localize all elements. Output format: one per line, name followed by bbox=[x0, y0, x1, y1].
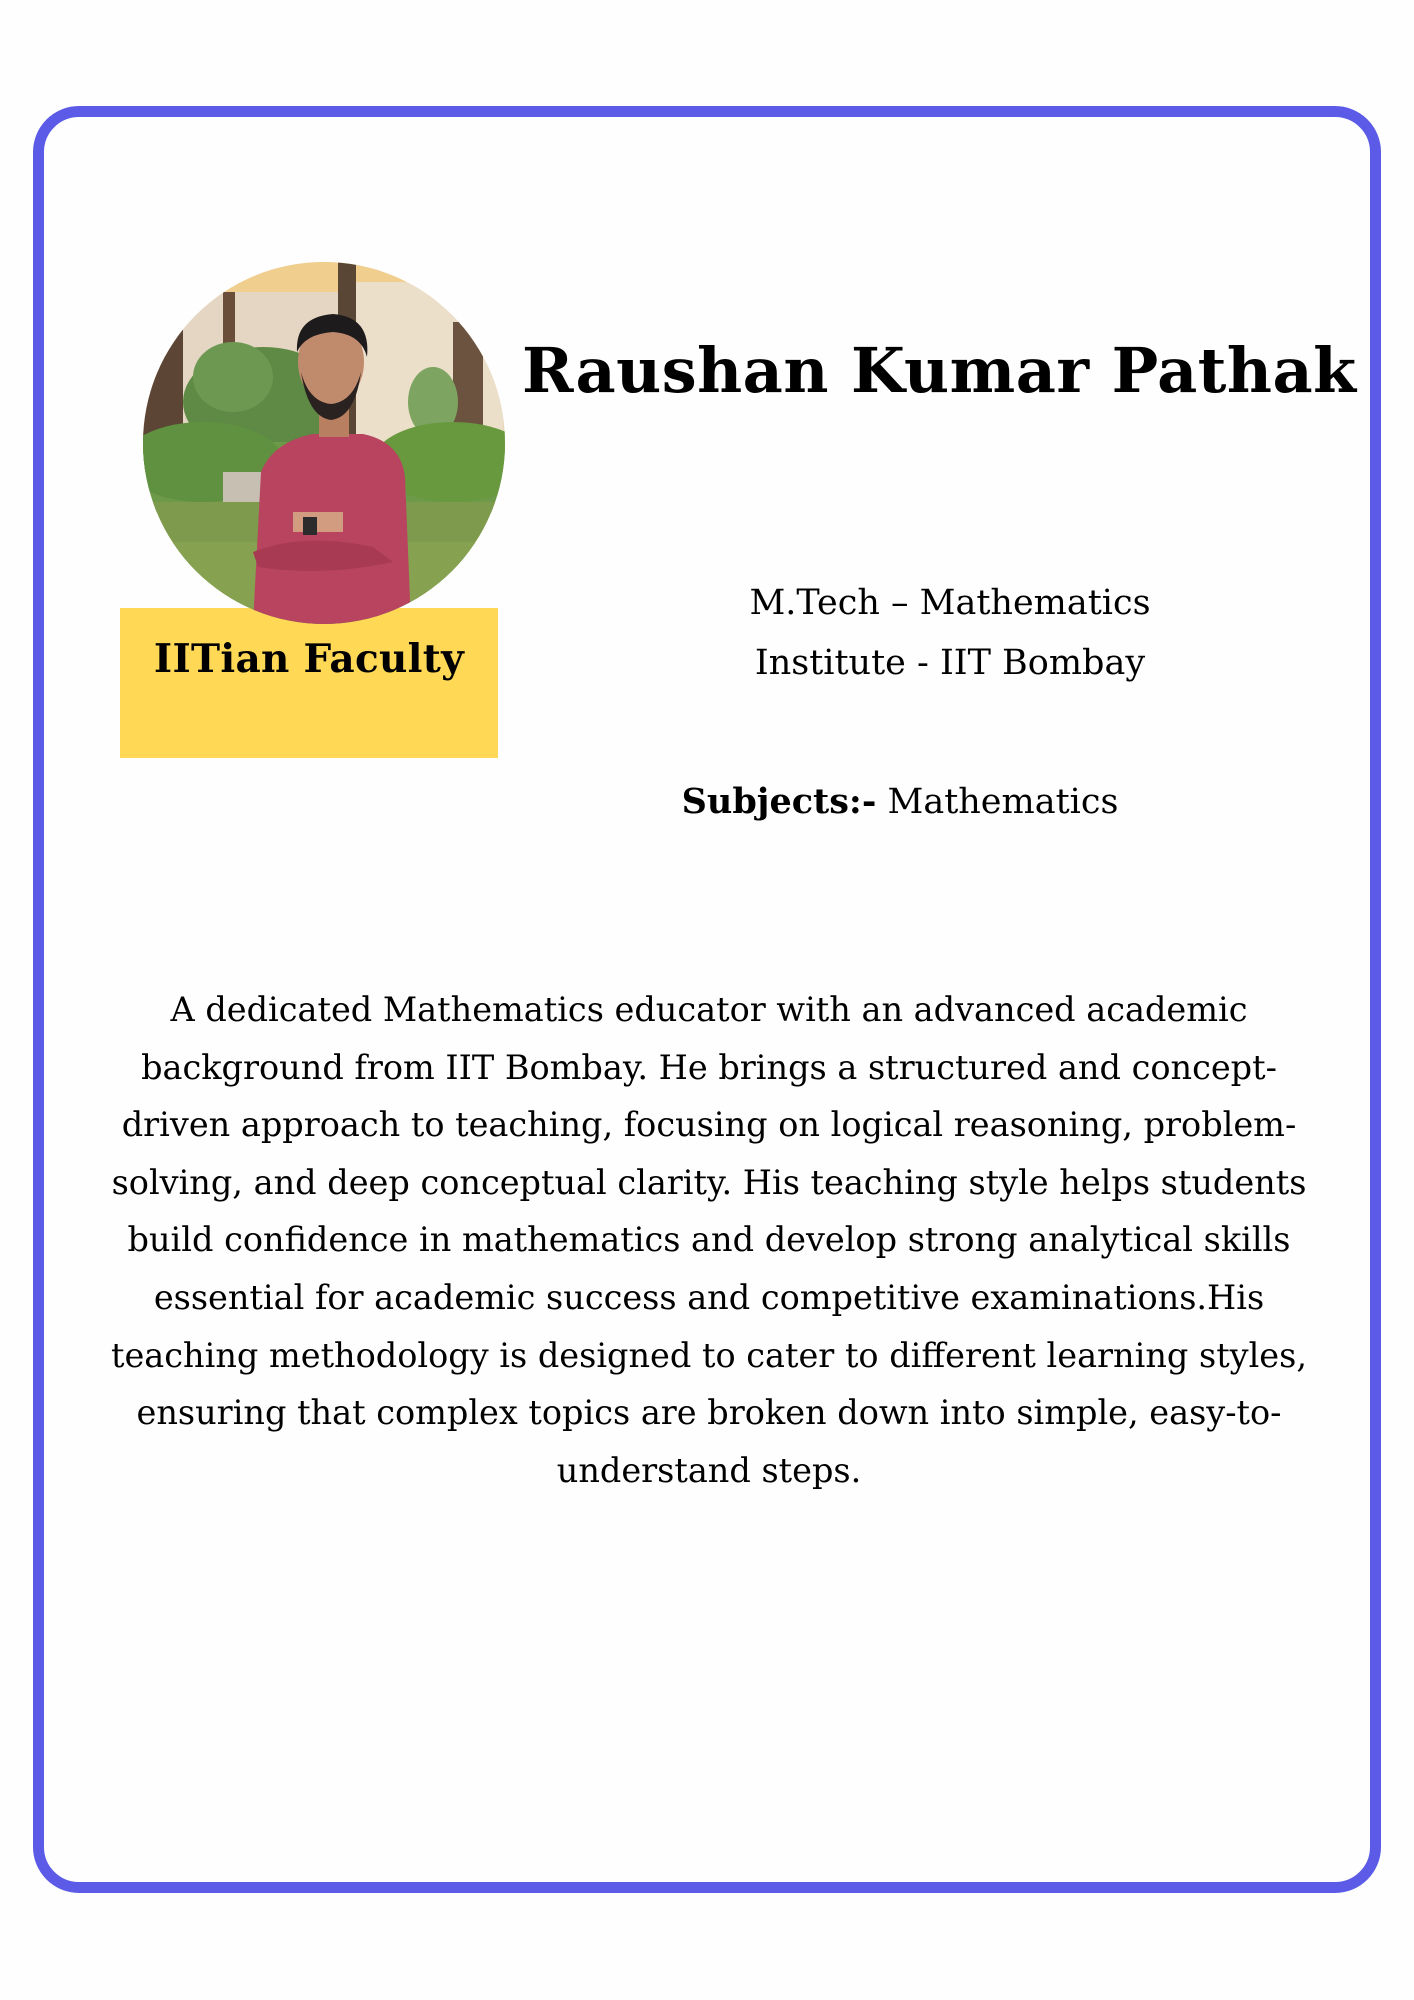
bio-line: essential for academic success and competitive examinations.His bbox=[153, 1277, 1265, 1317]
subjects-line bbox=[600, 772, 1200, 832]
faculty-name: Raushan Kumar Pathak bbox=[522, 334, 1357, 407]
bio-line: teaching methodology is designed to cater to different learning styles, bbox=[111, 1335, 1307, 1375]
subjects-label: Subjects:- bbox=[681, 781, 877, 822]
faculty-bio bbox=[78, 981, 1340, 1499]
bio-line: ensuring that complex topics are broken down into simple, easy-to- bbox=[136, 1393, 1282, 1433]
iitian-faculty-badge bbox=[120, 608, 498, 758]
portrait-image bbox=[143, 262, 505, 624]
bio-line: background from IIT Bombay. He brings a structured and concept- bbox=[141, 1047, 1277, 1087]
bio-line: understand steps. bbox=[556, 1450, 862, 1490]
bio-line: build confidence in mathematics and develop strong analytical skills bbox=[127, 1220, 1291, 1260]
faculty-photo bbox=[143, 262, 505, 624]
institute: Institute - IIT Bombay bbox=[754, 643, 1146, 683]
bio-line: driven approach to teaching, focusing on logical reasoning, problem- bbox=[121, 1105, 1297, 1145]
badge-label: IITian Faculty bbox=[153, 636, 465, 682]
subjects-value: Mathematics bbox=[887, 782, 1119, 822]
bio-line: solving, and deep conceptual clarity. His teaching style helps students bbox=[111, 1162, 1307, 1202]
bio-line: A dedicated Mathematics educator with an advanced academic bbox=[170, 990, 1248, 1029]
qualification: M.Tech – Mathematics bbox=[749, 583, 1151, 623]
